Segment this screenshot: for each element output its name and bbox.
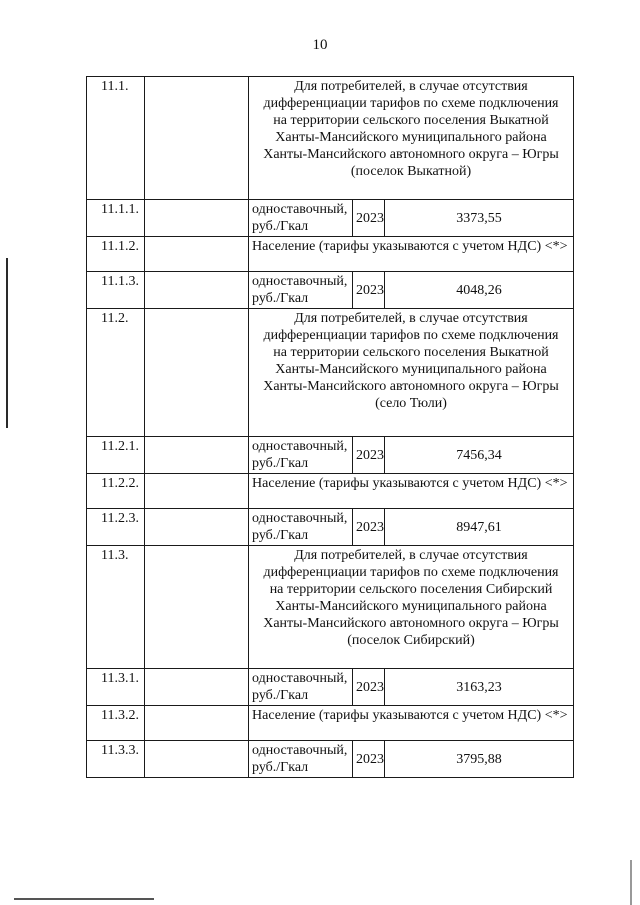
tariff-row bbox=[87, 741, 574, 778]
population-row bbox=[87, 474, 574, 509]
row-number: 11.3.3. bbox=[87, 741, 145, 778]
tariff-row bbox=[87, 437, 574, 474]
population-text: Население (тарифы указываются с учетом НДС) <*> bbox=[249, 237, 574, 272]
row-number: 11.2.1. bbox=[87, 437, 145, 474]
section-header-row bbox=[87, 546, 574, 669]
scan-edge-mark bbox=[630, 860, 632, 905]
population-text: Население (тарифы указываются с учетом НДС) <*> bbox=[249, 706, 574, 741]
tariff-row bbox=[87, 669, 574, 706]
blank-cell bbox=[145, 437, 249, 474]
tariff-row bbox=[87, 200, 574, 237]
year-cell: 2023 bbox=[353, 272, 385, 309]
blank-cell bbox=[145, 706, 249, 741]
page-number: 10 bbox=[312, 37, 328, 53]
population-row bbox=[87, 237, 574, 272]
tariff-row bbox=[87, 272, 574, 309]
value-cell: 3795,88 bbox=[385, 741, 574, 778]
row-number: 11.2.2. bbox=[87, 474, 145, 509]
row-number: 11.2. bbox=[87, 309, 145, 437]
value-cell: 4048,26 bbox=[385, 272, 574, 309]
year-cell: 2023 bbox=[353, 437, 385, 474]
year-cell: 2023 bbox=[353, 669, 385, 706]
tariff-table bbox=[86, 76, 574, 778]
blank-cell bbox=[145, 509, 249, 546]
scan-bottom-mark bbox=[14, 898, 154, 900]
row-number: 11.1. bbox=[87, 77, 145, 200]
section-header-text: Для потребителей, в случае отсутствия дифференциации тарифов по схеме подключения на территории сельского поселения Сибирский Ханты-Мансийского муниципального района Ханты-Мансийского автономного округа – Югры (поселок Сибирский) bbox=[249, 546, 574, 669]
row-number: 11.1.3. bbox=[87, 272, 145, 309]
section-header-text: Для потребителей, в случае отсутствия дифференциации тарифов по схеме подключения на территории сельского поселения Выкатной Ханты-Мансийского муниципального района Ханты-Мансийского автономного округа – Югры (село Тюли) bbox=[249, 309, 574, 437]
row-number: 11.3. bbox=[87, 546, 145, 669]
blank-cell bbox=[145, 272, 249, 309]
tariff-row bbox=[87, 509, 574, 546]
value-cell: 7456,34 bbox=[385, 437, 574, 474]
blank-cell bbox=[145, 77, 249, 200]
population-text: Население (тарифы указываются с учетом НДС) <*> bbox=[249, 474, 574, 509]
population-row bbox=[87, 706, 574, 741]
unit-cell: одноставочный, руб./Гкал bbox=[249, 509, 353, 546]
year-cell: 2023 bbox=[353, 200, 385, 237]
year-cell: 2023 bbox=[353, 509, 385, 546]
row-number: 11.2.3. bbox=[87, 509, 145, 546]
section-header-row bbox=[87, 77, 574, 200]
section-header-row bbox=[87, 309, 574, 437]
blank-cell bbox=[145, 309, 249, 437]
blank-cell bbox=[145, 474, 249, 509]
value-cell: 3373,55 bbox=[385, 200, 574, 237]
unit-cell: одноставочный, руб./Гкал bbox=[249, 741, 353, 778]
blank-cell bbox=[145, 669, 249, 706]
blank-cell bbox=[145, 741, 249, 778]
row-number: 11.3.1. bbox=[87, 669, 145, 706]
blank-cell bbox=[145, 200, 249, 237]
row-number: 11.1.2. bbox=[87, 237, 145, 272]
unit-cell: одноставочный, руб./Гкал bbox=[249, 437, 353, 474]
section-header-text: Для потребителей, в случае отсутствия дифференциации тарифов по схеме подключения на территории сельского поселения Выкатной Ханты-Мансийского муниципального района Ханты-Мансийского автономного округа – Югры (поселок Выкатной) bbox=[249, 77, 574, 200]
value-cell: 8947,61 bbox=[385, 509, 574, 546]
unit-cell: одноставочный, руб./Гкал bbox=[249, 669, 353, 706]
value-cell: 3163,23 bbox=[385, 669, 574, 706]
year-cell: 2023 bbox=[353, 741, 385, 778]
row-number: 11.1.1. bbox=[87, 200, 145, 237]
blank-cell bbox=[145, 237, 249, 272]
unit-cell: одноставочный, руб./Гкал bbox=[249, 272, 353, 309]
row-number: 11.3.2. bbox=[87, 706, 145, 741]
unit-cell: одноставочный, руб./Гкал bbox=[249, 200, 353, 237]
blank-cell bbox=[145, 546, 249, 669]
scan-margin-mark bbox=[6, 258, 8, 428]
